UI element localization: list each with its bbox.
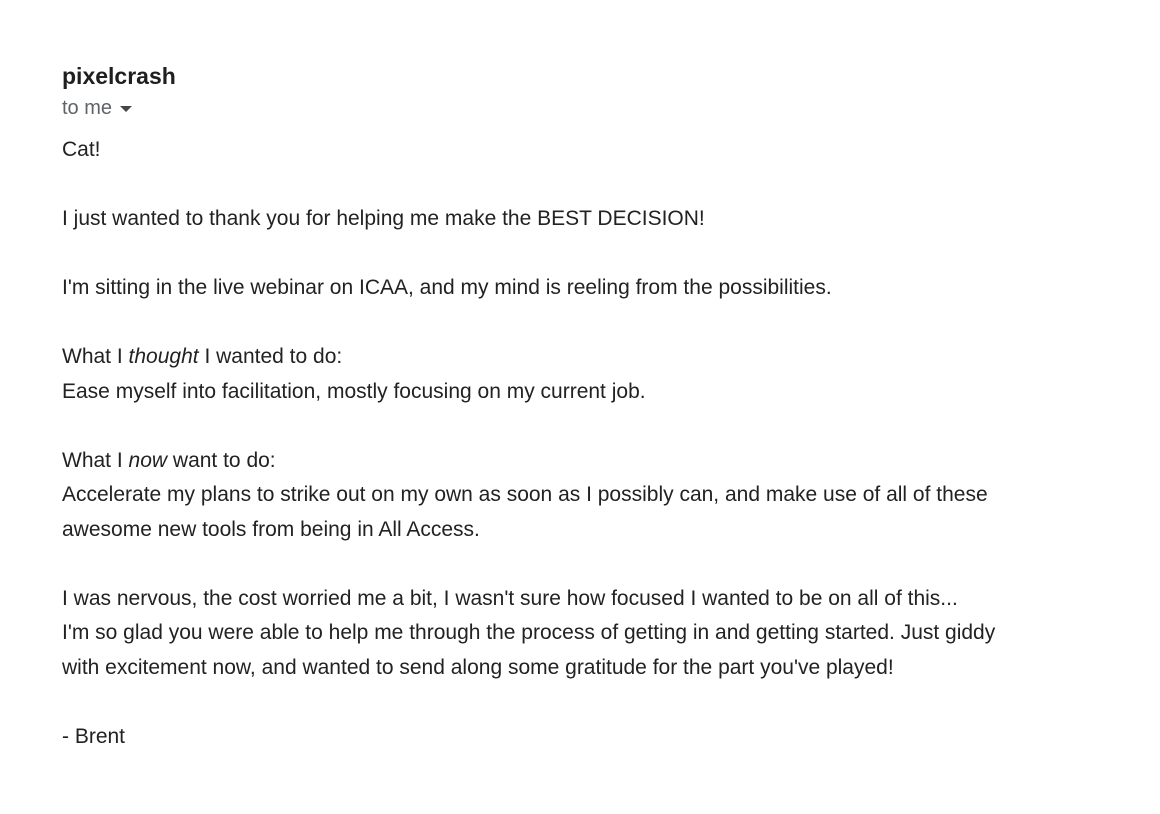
recipient-details-toggle[interactable] [62,96,1122,120]
now-suffix: want to do: [167,448,276,472]
closing-line-1: I was nervous, the cost worried me a bit, I wasn't sure how focused I wanted to be on all of this... [62,586,958,610]
paragraph-spacer [62,409,1122,444]
now-detail-line-2: awesome new tools from being in All Access. [62,517,480,541]
sender-name[interactable]: pixelcrash [62,63,176,89]
signature: - Brent [62,724,126,748]
thought-emphasis: thought [128,345,199,368]
now-detail-line-1: Accelerate my plans to strike out on my own as soon as I possibly can, and make use of all of these [62,483,988,506]
thought-heading [62,340,1122,375]
paragraph-spacer [62,547,1122,582]
closing-line-3: with excitement now, and wanted to send along some gratitude for the part you've played! [62,655,894,679]
now-heading [62,444,1122,479]
email-body [62,133,1122,754]
now-emphasis: now [128,448,168,472]
greeting: Cat! [62,138,101,161]
thought-suffix: I wanted to do: [198,345,343,368]
paragraph-spacer [62,685,1122,720]
paragraph-spacer [62,237,1122,272]
thought-prefix: What I [62,345,129,368]
paragraph-spacer [62,306,1122,341]
closing-line-2: I'm so glad you were able to help me through the process of getting in and getting started. Just giddy [62,621,996,644]
email-message [62,60,1122,754]
paragraph-spacer [62,168,1122,203]
paragraph-thanks: I just wanted to thank you for helping me make the BEST DECISION! [62,207,705,230]
recipient-label: to me [62,97,113,119]
paragraph-webinar: I'm sitting in the live webinar on ICAA, and my mind is reeling from the possibilities. [62,276,832,299]
thought-detail: Ease myself into facilitation, mostly focusing on my current job. [62,379,646,403]
now-prefix: What I [62,448,129,472]
caret-down-icon[interactable] [120,106,132,112]
